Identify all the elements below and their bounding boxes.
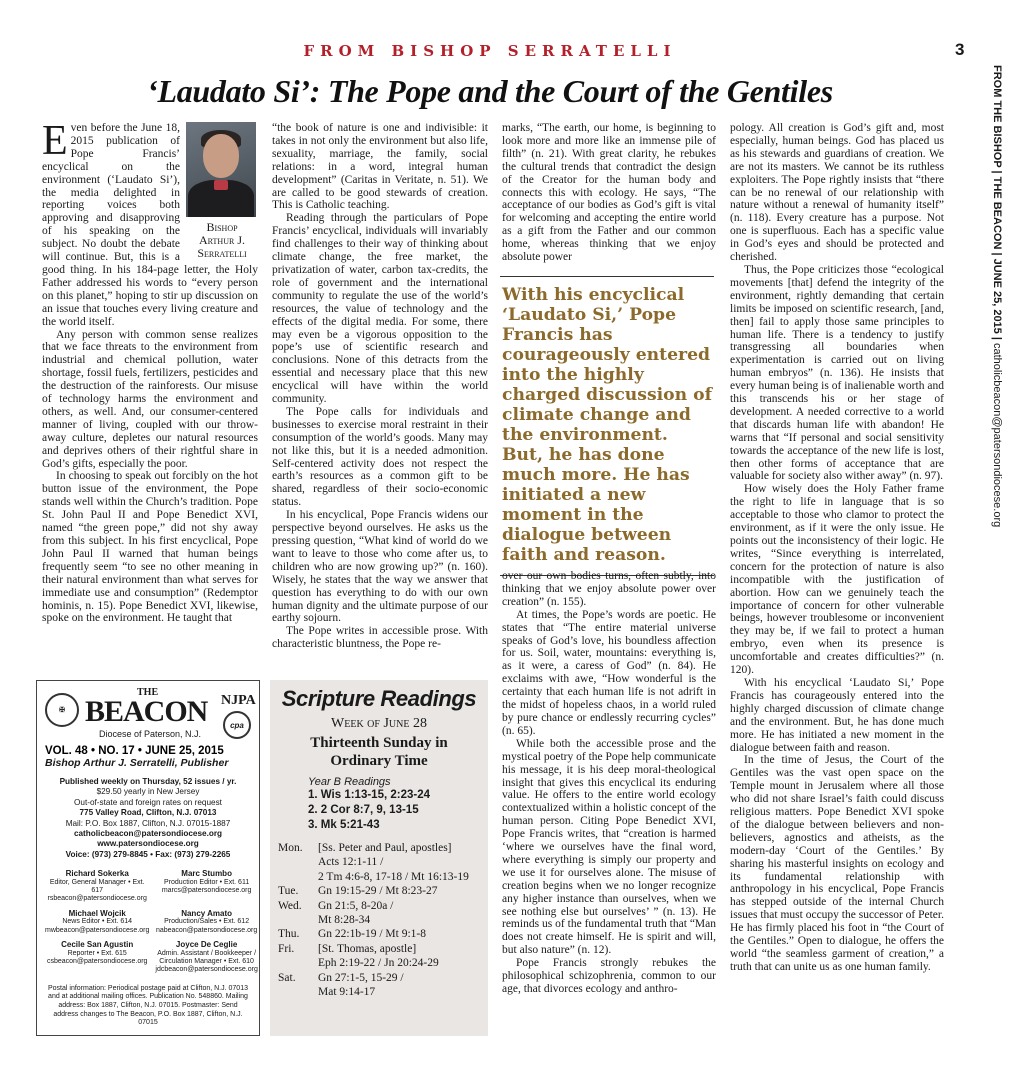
paragraph: Pope Francis strongly rebukes the philosophical schizophrenia, common to our age, that divorces ecology and anthro- (502, 957, 716, 995)
article-headline: ‘Laudato Si’: The Pope and the Court of the Gentiles (147, 73, 833, 109)
sunday-reading: 3. Mk 5:21-43 (308, 819, 380, 831)
paragraph: How wisely does the Holy Father frame the right to life in language that is so acceptable to those who clamor to protect the environment, as if it were the only issue. He points out the inconsistency of their logic. He writes, “Since everything is interrelated, concern for the protection of nature is also incompatible with the justification of abortion. How can we genuinely teach the importance of concern for other vulnerable beings, however troublesome or inconvenient they may be, if we fail to protect a human embryo, even when its presence is uncomfortable and creates difficulties?” (n. 120). (730, 483, 944, 677)
daily-readings (278, 841, 480, 999)
article-column-3-top (502, 122, 716, 264)
paragraph: At times, the Pope’s words are poetic. He states that “The entire material universe speaks of God’s love, his boundless affection for us. Soil, water, mountains: everything is, as it were, a caress of God” (n. 84). He exclaims with awe, “How wonderful is the certainty that each human life is not adrift in the midst of hopeless chaos, in a world ruled by pure chance or endlessly recurring cycles” (n. 65). (502, 608, 716, 737)
sunday-reading: 1. Wis 1:13-15, 2:23-24 (308, 789, 430, 801)
rail-text: FROM THE BISHOP | THE BEACON | JUNE 25, 2015 | (991, 65, 1003, 340)
sunday-reading: 2. 2 Cor 8:7, 9, 13-15 (308, 804, 419, 816)
paragraph: In choosing to speak out forcibly on the hot button issue of the environment, the Pope stands well within the Church’s tradition. Pope St. John Paul II and Pope Benedict XVI, named “the green pope,” did not shy away from this subject. In his first encyclical, Pope John Paul II warned that human beings frequently seem “to see no other meaning in their natural environment than what serves for immediate use and consumption” (Redemptor hominis, n. 15). Pope Benedict XVI, likewise, spoke on the environment. He taught that (42, 470, 258, 625)
paragraph: “the book of nature is one and indivisible: it takes in not only the environment but also life, sexuality, marriage, the family, social relations: in a word, integral human development” (Caritas in Veritate, n. 51). We are called to be good stewards of creation. This is Catholic teaching. (272, 122, 488, 212)
publisher-line: Bishop Arthur J. Serratelli, Publisher (45, 757, 229, 769)
article-column-3-bottom (502, 570, 716, 996)
side-rail (985, 65, 1005, 528)
bishop-portrait (186, 122, 256, 217)
section-kicker: FROM BISHOP SERRATELLI (303, 42, 677, 60)
volume-line: VOL. 48 • NO. 17 • JUNE 25, 2015 (45, 745, 224, 757)
daily-reading-row: Thu. Gn 22:1b-19 / Mt 9:1-8 (278, 928, 426, 941)
daily-reading-row: Wed. Gn 21:5, 8-20a / Mt 8:28-34 (278, 899, 394, 927)
paragraph: pology. All creation is God’s gift and, most especially, human beings. God has placed us as his stewards and guardians of creation. We are not its masters. We cannot be its ruthless exploiters. The Pope rightly insists that “there can be no renewal of our relationship with nature without a renewal of humanity itself” (n. 118). Every creature has a purpose. Not one is superfluous. Each has a specific value in God’s eyes and should be protected and cherished. (730, 122, 944, 264)
paragraph: The Pope writes in accessible prose. With characteristic bluntness, the Pope re- (272, 625, 488, 651)
article-column-2 (272, 122, 488, 651)
paragraph: In the time of Jesus, the Court of the Gentiles was the vast open space on the Temple mount in Jerusalem where all those who did not share Israel’s faith could discuss religious matters. Pope Benedict XVI spoke of the dialogue between believers and non-believers, agnostics and atheists, as the modern-day ‘Court of the Gentiles.’ By sharing his masterful insights on ecology and its fundamental relationship with anthropology in his encyclical, Pope Francis has stepped outside of the internal Church issues that must occupy the successor of Peter. He has firmly placed his foot in “the Court of the Gentiles.” Open to dialogue, he offers the world “the seamless garment of creation,” a truth that can unite us as one human family. (730, 754, 944, 973)
staff-entry: Richard Sokerka Editor, General Manager • Ext. 617 rsbeacon@patersondiocese.org (47, 869, 147, 903)
paragraph: Even before the June 18, 2015 publication of Pope Francis’ encyclical on the environment (‘Laudato Si’), the media delighted in reporting voices both approving and disapproving of his speaking on the subject. No doubt the debate will continue. But, this is a good thing. In his 184-page letter, the Holy Father addressed his words to “every person on this planet,” hoping to stir up discussion on an issue that touches every living creature and the world itself. (42, 118, 258, 328)
cpa-logo: cpa (223, 711, 251, 739)
postal-information: Postal information: Periodical postage paid at Clifton, N.J. 07013 and at additional mailing offices. Publication No. 548860. Mailing address: Box 1887, Clifton, N.J. 07015. Postmaster: Send address changes to The Beacon, P.O. Box 1887, Clifton, N.J. 07015 (47, 984, 248, 1027)
masthead-logo (45, 687, 256, 745)
paragraph: Thus, the Pope criticizes those “ecological movements [that] defend the integrity of the environment, rightly demanding that certain limits be imposed on scientific research, [and, then] fail to apply those same principles to human life. There is a tendency to justify transgressing all boundaries when experimentation is carried out on living human embryos” (n. 136). He insists that every human being is of inalienable worth and this transcends his or her stage of development. A needed corrective to a world that discards human life with abandon! He warns that “If personal and social sensitivity towards the acceptance of the new life is lost, then other forms of acceptance that are valuable for society also wither away” (n. 97). (730, 263, 944, 483)
scripture-readings-box (270, 680, 488, 1036)
masthead-website[interactable]: www.patersondiocese.org (97, 839, 199, 849)
page-number: 3 (955, 40, 965, 59)
daily-reading-row: Sat. Gn 27:1-5, 15-29 / Mat 9:14-17 (278, 971, 404, 999)
article-column-1 (42, 118, 258, 625)
pull-quote: With his encyclical ‘Laudato Si,’ Pope Francis has courageously entered into the highly charged discussion of climate change and the environment. But, he has done much more. He has initiated a new moment in the dialogue between faith and reason. (500, 276, 714, 576)
masthead-email[interactable]: catholicbeacon@patersondiocese.org (73, 829, 223, 839)
paragraph: Any person with common sense realizes that we face threats to the environment from industrial and chemical pollution, water shortage, fossil fuels, fertilizers, pesticides and the destruction of the rainforests. Our misuse of technology harms the environment and others, as well. And, our consumer-centered manner of living, coupled with our throw-away culture, depletes our natural resources and deprives others of their rightful share in God’s gifts, especially the poor. (42, 328, 258, 470)
daily-reading-row: Mon. [Ss. Peter and Paul, apostles] Acts 12:1-11 / 2 Tm 4:6-8, 17-18 / Mt 16:13-19 (278, 842, 469, 883)
paragraph: Reading through the particulars of Pope Francis’ encyclical, individuals will invariably find challenges to their way of thinking about climate change, the free market, the privatization of water, carbon tax-credits, the role of government and the international community to regulate the use of the world’s resources, the value of technology and the effects of the digital media. For some, there may even be a vigorous opposition to the pope’s use of scientific research and conclusions. None of this detracts from the essential and necessary place that this new encyclical will have within the world community. (272, 212, 488, 406)
portrait-caption: Bishop Arthur J. Serratelli (197, 220, 247, 260)
staff-entry: Joyce De Ceglie Admin. Assistant / Bookkeeper / Circulation Manager • Ext. 610 jdcbeacon@patersondiocese.org (155, 940, 258, 974)
article-column-4 (730, 122, 944, 974)
paragraph: In his encyclical, Pope Francis widens our perspective beyond ourselves. He asks us the pressing question, “What kind of world do we want to leave to those who come after us, to children who are now growing up?” (n. 160). Wisely, he states that the way we answer that question has everything to do with our own human dignity and the ultimate purpose of our earthy sojourn. (272, 509, 488, 625)
scripture-sunday: Thirteenth Sunday in Ordinary Time (310, 735, 448, 769)
paragraph: While both the accessible prose and the mystical poetry of the Pope help communicate his message, it is his deep moral-theological insight that gives this encyclical its enduring value. He offers to the entire world ecology contextualized within a holistic concept of the human person. Citing Pope Benedict XVI, Pope Francis writes, that “creation is harmed ‘where we ourselves have the final word, where everything is simply our property and we use it for ourselves alone. The misuse of creation begins when we no longer recognize any higher instance than ourselves, when we see nothing else but ourselves’ ” (n. 13). He reminds us of the fundamental truth that “Man does not create himself. He is spirit and will, but also nature” (n. 12). (502, 737, 716, 957)
seal-icon: ✠ (45, 693, 79, 727)
staff-entry: Marc Stumbo Production Editor • Ext. 611 marcs@patersondiocese.org (161, 869, 252, 895)
paragraph: marks, “The earth, our home, is beginning to look more and more like an immense pile of filth” (n. 21). With great clarity, he rebukes the cultural trends that contradict the design of the Creator for the human body and connects this with ecology. He says, “The acceptance of our bodies as God’s gift is vital for welcoming and accepting the entire world as a gift from the Father and our common home, whereas thinking that we enjoy absolute power (502, 122, 716, 264)
staff-list (45, 869, 258, 974)
daily-reading-row: Fri. [St. Thomas, apostle] Eph 2:19-22 / Jn 20:24-29 (278, 942, 439, 970)
paragraph: The Pope calls for individuals and businesses to exercise moral restraint in their consumption of the world’s goods. Many may not like this, but it is a needed admonition. Self-centered activity does not respect the earth’s resources as a common gift to be shared, regardless of their socio-economic status. (272, 405, 488, 509)
njpa-logo: NJPA (221, 693, 256, 708)
daily-reading-row: Tue. Gn 19:15-29 / Mt 8:23-27 (278, 885, 438, 898)
drop-cap: E (42, 118, 68, 164)
masthead-name: BEACON (85, 695, 208, 728)
scripture-title: Scripture Readings (281, 686, 477, 711)
staff-entry: Michael Wojcik News Editor • Ext. 614 mwbeacon@patersondiocese.org (45, 908, 150, 934)
paragraph: over our own bodies turns, often subtly, into thinking that we enjoy absolute power over creation” (n. 155). (502, 570, 716, 608)
masthead-box (36, 680, 260, 1036)
bishop-portrait-figure (186, 122, 258, 260)
scripture-year: Year B Readings (308, 776, 391, 788)
staff-entry: Nancy Amato Production/Sales • Ext. 612 nabeacon@patersondiocese.org (155, 908, 258, 934)
paragraph: With his encyclical ‘Laudato Si,’ Pope Francis has courageously entered into the highly charged discussion of climate change and the environment. But, he has done much more. He has initiated a new moment in the dialogue between faith and reason. (730, 676, 944, 754)
staff-entry: Cecile San Agustin Reporter • Ext. 615 csbeacon@patersondiocese.org (46, 940, 148, 965)
rail-url[interactable]: catholicbeacon@patersondiocese.org (991, 343, 1003, 528)
masthead-diocese: Diocese of Paterson, N.J. (99, 729, 202, 739)
masthead-the: THE (137, 687, 159, 698)
masthead-info: Published weekly on Thursday, 52 issues / yr. $29.50 yearly in New Jersey Out-of-state and foreign rates on request 775 Valley Road, Clifton, N.J. 07013 Mail: P.O. Box 1887, Clifton, N.J. 07015-1887 catholicbeacon@patersondiocese.org www.patersondiocese.org Voice: (973) 279-8845 • Fax: (973) 279-2265 (59, 777, 237, 859)
scripture-week: Week of June 28 (331, 716, 427, 731)
